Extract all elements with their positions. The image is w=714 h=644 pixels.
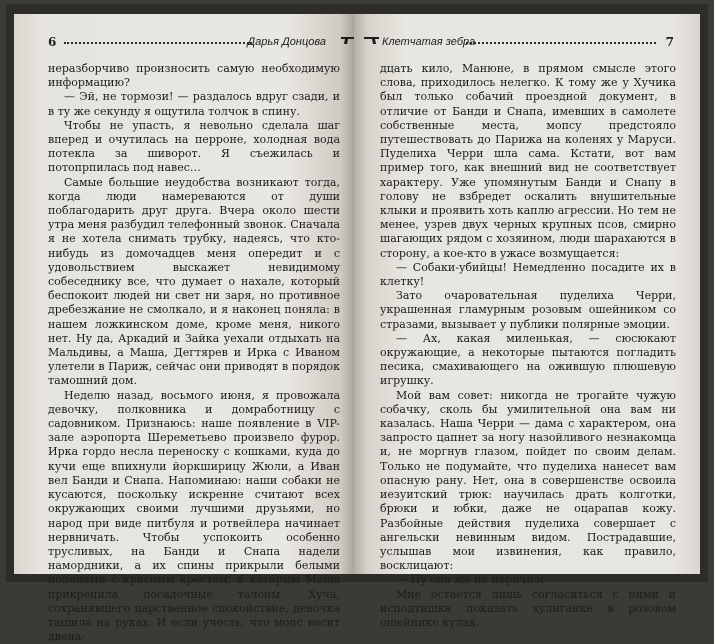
right-page-header — [364, 34, 674, 50]
paragraph: — Ах, какая миленькая, — сюсюкают окружающие, а некоторые пытаются погладить песика, смахивающего на ожившую плюшевую игрушку. — [380, 331, 676, 388]
page-number: 7 — [665, 35, 674, 49]
paragraph: — Эй, не тормози! — раздалось вдруг сзади, и в ту же секунду я ощутила толчок в спину. — [48, 90, 340, 118]
paragraph: Неделю назад, восьмого июня, я провожала девочку, полковника и домработницу с садовником. Признаюсь: наше появление в VIP-зале аэропорта Шереметьево произвело фурор. Ирка гордо несла переноску с кошками, куда до кучи еще впихнули йоркширицу Жюли, а Иван вел Банди и Снапа. Напоминаю: наши собаки не кусаются, поскольку искренне считают всех окружающих своими лучшими друзьями, но народ при виде питбуля и ротвейлера начинает нервничать. Чтобы успокоить особенно трусливых, на Банди и Снапа надели намордники, а их спины прикрыли белыми попонами с красным крестом, к которым Маша прикрепила посадочные талоны. Хуча, сохранявшего царственное спокойствие, девочка тащила на руках. И если учесть, что мопс весит двена- — [48, 388, 340, 644]
paragraph: дцать кило, Манюне, в прямом смысле этого слова, приходилось нелегко. К тому же у Хучика был только собачий проездной документ, в отличие от Банди и Снапа, имевших в самолете собственные места, мопсу предстояло путешествовать до Парижа на коленях у Маруси. Пуделиха Черри шла сама. Кстати, вот вам пример того, как внешний вид не соответствует характеру. Уже упомянутым Банди и Снапу в голову не взбредет оскалить внушительные клыки и проявить хоть каплю агрессии. Но тем не менее, узрев двух черных крупных псов, смирно шагающих рядом с хозяином, люди шарахаются в сторону, а кое-кто в ужасе возмущается: — [380, 62, 676, 260]
paragraph: Мне остается лишь согласиться с ними и исподтишка показать хулиганке в розовом ошейнике кулак. — [380, 587, 676, 629]
left-page-header — [48, 34, 348, 50]
paragraph: Самые большие неудобства возникают тогда, когда люди намереваются от души поблагодарить друг друга. Вчера около шести утра меня разбудил телефонный звонок. Сначала я не хотела снимать трубку, надеясь, что кто-нибудь из домочадцев меня опередит и с удовольствием выскажет невидимому собеседнику все, что думает о нахале, который беспокоит людей ни свет ни заря, но противное дребезжание не смолкало, и я наконец поняла: в нашем ложкинском доме, кроме меня, никого нет. Ну да, Аркадий и Зайка уехали отдыхать на Мальдивы, а Маша, Дегтярев и Ирка с Иваном улетели в Париж, сейчас они приводят в порядок тамошний дом. — [48, 175, 340, 388]
paragraph: — Собаки-убийцы! Немедленно посадите их в клетку! — [380, 260, 676, 289]
running-head-title: Клетчатая зебра — [382, 36, 476, 48]
paragraph: Мой вам совет: никогда не трогайте чужую собачку, сколь бы умилительной она вам ни казалась. Наша Черри — дама с характером, она запросто цапнет за ногу назойливого незнакомца и, не моргнув глазом, пойдет по своим делам. Только не подумайте, что пуделиха нанесет вам опасную рану. Нет, она в совершенстве освоила иезуитский трюк: научилась драть колготки, брюки и юбки, даже не оцарапав кожу. Разбойные действия пуделиха совершает с ангельски невинным видом. Пострадавшие, услышав мои извинения, как правило, восклицают: — [380, 388, 676, 573]
right-page-text — [380, 62, 676, 630]
paragraph: неразборчиво произносить самую необходимую информацию? — [48, 62, 340, 90]
right-page — [354, 14, 700, 629]
paragraph: — Ну она же не нарочно! — [396, 573, 545, 587]
running-head-author: Дарья Донцова — [247, 36, 326, 48]
open-book — [6, 4, 708, 644]
header-dotted-rule — [466, 42, 656, 44]
header-dotted-rule — [64, 42, 252, 44]
paragraph: Зато очаровательная пуделиха Черри, украшенная гламурным розовым ошейником со стразами, вызывает у публики полярные эмоции. — [380, 289, 676, 331]
paragraph: Чтобы не упасть, я невольно сделала шаг вперед и очутилась на перроне, холодная вода потекла за шиворот. Я съежилась и потопрпилась под навес… — [48, 118, 340, 175]
left-page — [14, 14, 354, 644]
pistol-icon — [362, 35, 380, 45]
left-page-text — [48, 62, 340, 644]
page-number: 6 — [48, 35, 57, 49]
